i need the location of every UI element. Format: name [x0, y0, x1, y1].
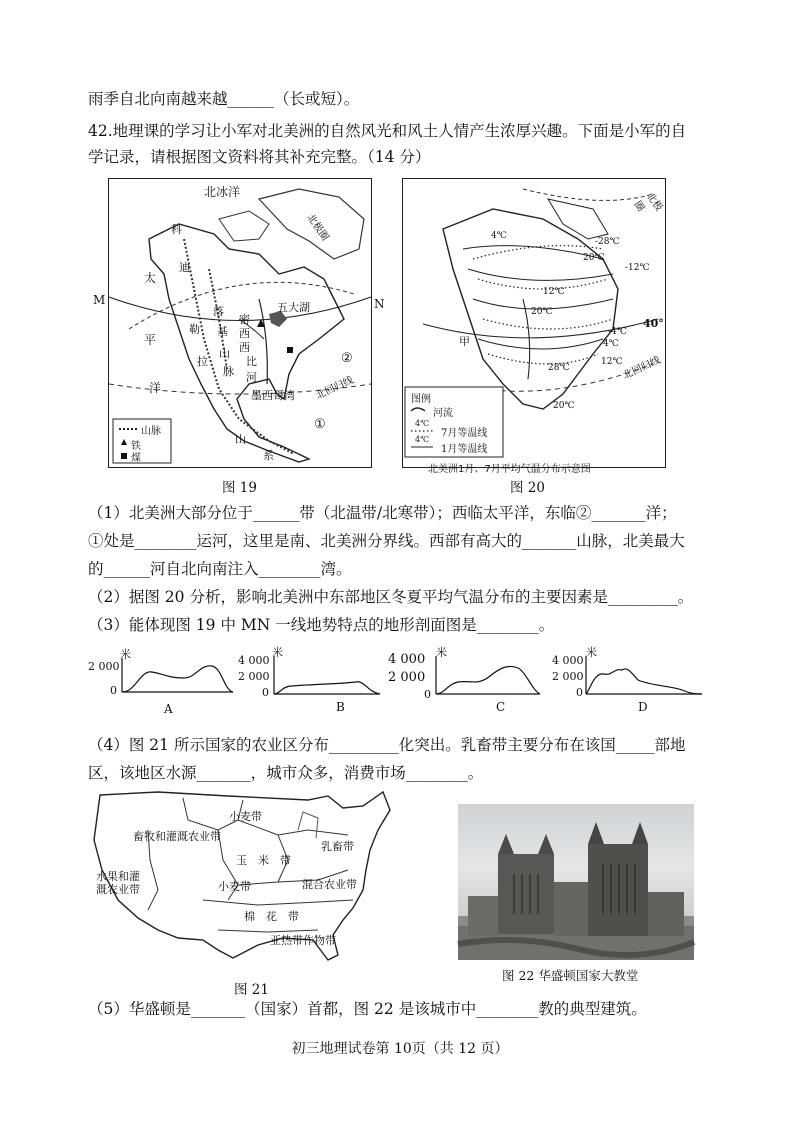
cordillera-char5: 山 [235, 433, 246, 446]
arctic-circle-label: 北极圈 [304, 212, 331, 244]
figure-20-subtitle: 北美洲1月、7月平均气温分布示意图 [428, 464, 591, 475]
cordillera-char4: 拉 [197, 355, 208, 368]
cordillera-char1: 科 [171, 223, 182, 236]
profile-c-tick: 4 000 [388, 652, 426, 667]
legend-jan-label: 1月等温线 [441, 444, 488, 455]
profile-c-tick: 0 [424, 688, 431, 701]
profile-d-tick: 2 000 [552, 670, 584, 683]
isotherm-label: -28℃ [595, 237, 620, 247]
mississippi-char2: 西 [239, 327, 250, 340]
profile-c [388, 646, 548, 730]
isotherm-label: 28℃ [548, 363, 570, 373]
profile-c-tick: 2 000 [388, 670, 426, 685]
tropic-label: 北回归线 [314, 374, 356, 402]
figure-22-caption: 图 22 华盛顿国家大教堂 [502, 968, 639, 983]
profile-d-tick: 0 [576, 686, 583, 699]
profile-a-label: A [164, 702, 173, 716]
corn-belt-label: 玉 米 带 [236, 854, 291, 867]
profile-d-tick: 4 000 [552, 654, 584, 667]
part-3-line: （3）能体现图 19 中 MN 一线地势特点的地形剖面图是________。 [88, 616, 555, 634]
point-jia-label: 甲 [459, 335, 470, 348]
rocky-char4: 脉 [223, 365, 234, 378]
question-42-intro-2: 学记录，请根据图文资料将其补充完整。（14 分） [88, 148, 431, 166]
legend-iron-label: 铁 [131, 441, 141, 452]
great-lakes-label: 五大湖 [277, 301, 310, 314]
profile-a-tick: 0 [110, 684, 117, 697]
wheat-belt-south-label: 小麦带 [218, 880, 251, 893]
profile-b-tick: 2 000 [238, 670, 270, 683]
cordillera-char3: 勒 [189, 323, 200, 336]
ocean-pacific-char2: 平 [144, 333, 157, 347]
part-4-line-2: 区，该地区水源_______，城市众多，消费市场________。 [88, 764, 484, 782]
legend-july-symbol: 4℃ [415, 419, 430, 428]
part-1-line-2: ①处是________运河，这里是南、北美洲分界线。西部有高大的_______山脉，北美最大 [88, 532, 685, 550]
profile-b [238, 646, 388, 730]
tropic-label-20: 北回归线 [621, 354, 663, 382]
profile-a [88, 650, 238, 730]
profile-c-unit: 米 [436, 646, 447, 659]
point-m-label: M [93, 293, 106, 307]
profile-d-label: D [638, 700, 648, 714]
profile-b-label: B [336, 700, 345, 714]
rocky-char2: 基 [217, 325, 228, 338]
profile-d-unit: 米 [586, 646, 597, 659]
subtropical-crop-belt-label: 亚热带作物带 [270, 934, 336, 947]
isotherm-label: 4℃ [491, 231, 507, 241]
part-5-line: （5）华盛顿是_______（国家）首都，图 22 是该城市中________教的典型建筑。 [88, 1000, 647, 1018]
mississippi-char3: 西 [239, 341, 250, 354]
isotherm-label: 20℃ [583, 253, 605, 263]
figure-20-caption: 图 20 [510, 480, 545, 496]
profile-c-label: C [496, 700, 506, 714]
gulf-of-mexico-label: 墨西哥湾 [251, 389, 295, 402]
isotherm-label: 20℃ [531, 307, 553, 317]
question-42-intro-1: 42.地理课的学习让小军对北美洲的自然风光和风土人情产生浓厚兴趣。下面是小军的自 [88, 122, 687, 140]
cordillera-char6: 系 [263, 449, 274, 462]
point-n-label: N [374, 297, 385, 311]
ocean-pacific-char1: 太 [144, 271, 157, 285]
figure-21-caption: 图 21 [234, 982, 269, 998]
dairy-belt-label: 乳畜带 [321, 840, 354, 853]
profile-a-unit: 米 [120, 648, 131, 661]
isotherm-label: -12℃ [625, 263, 650, 273]
cordillera-char2: 迪 [179, 261, 190, 274]
profile-b-unit: 米 [272, 646, 283, 659]
ocean-arctic-label: 北冰洋 [204, 185, 241, 199]
isotherm-label: -4℃ [608, 327, 627, 337]
part-1-line-1: （1）北美洲大部分位于______带（北温带/北寒带）；西临太平洋，东临②_______洋； [88, 504, 677, 522]
part-4-line-1: （4）图 21 所示国家的农业区分布_________化突出。乳畜带主要分布在该国_____部地 [88, 736, 686, 754]
profile-b-tick: 4 000 [238, 654, 270, 667]
profile-d [552, 646, 712, 730]
figure-20-temperature-map [402, 178, 666, 468]
legend-coal-label: 煤 [131, 453, 141, 464]
rocky-char3: 山 [219, 347, 230, 360]
livestock-irrigation-belt-label: 畜牧和灌溉农业带 [133, 830, 221, 843]
isotherm-label: 12℃ [601, 357, 623, 367]
mississippi-char1: 密 [239, 313, 250, 326]
circle-1-label: ① [314, 417, 326, 432]
profile-a-tick: 2 000 [88, 660, 120, 673]
mississippi-char5: 河 [246, 371, 257, 384]
page-footer: 初三地理试卷第 10页（共 12 页） [291, 1041, 509, 1057]
circle-2-label: ② [341, 351, 353, 366]
ocean-pacific-char3: 洋 [149, 381, 162, 395]
rocky-char1: 落 [213, 305, 224, 318]
figure-21-us-agriculture-map [88, 790, 408, 970]
profile-b-tick: 0 [262, 686, 269, 699]
latitude-40-label: 40° [643, 317, 664, 330]
text-line-rainy-season: 雨季自北向南越来越______（长或短）。 [88, 90, 360, 108]
figure-19-north-america-map [93, 178, 385, 468]
isotherm-label: 12℃ [543, 287, 565, 297]
legend-river-label: 河流 [433, 408, 453, 419]
part-2-line: （2）据图 20 分析，影响北美洲中东部地区冬夏平均气温分布的主要因素是_________。 [88, 588, 694, 606]
cathedral-illustration [458, 804, 694, 960]
legend-title: 图例 [411, 394, 431, 405]
figure-22-cathedral-photo [458, 804, 694, 960]
legend-mountain-label: 山脉 [141, 426, 161, 437]
mississippi-char4: 比 [246, 355, 257, 368]
cotton-belt-label: 棉 花 带 [244, 910, 299, 923]
wheat-belt-north-label: 小麦带 [229, 810, 262, 823]
figure-19-caption: 图 19 [222, 480, 257, 496]
mixed-farming-belt-label: 混合农业带 [302, 878, 357, 891]
legend-july-label: 7月等温线 [441, 428, 488, 439]
part-1-line-3: 的______河自北向南注入________湾。 [88, 560, 352, 578]
fruit-irrigation-belt-label: 水果和灌溉农业带 [96, 870, 140, 896]
arctic-circle-label-20: 北极圈 [631, 190, 665, 214]
isotherm-label: 4℃ [603, 339, 619, 349]
legend-jan-symbol: 4℃ [415, 435, 430, 444]
isotherm-label: 20℃ [553, 401, 575, 411]
